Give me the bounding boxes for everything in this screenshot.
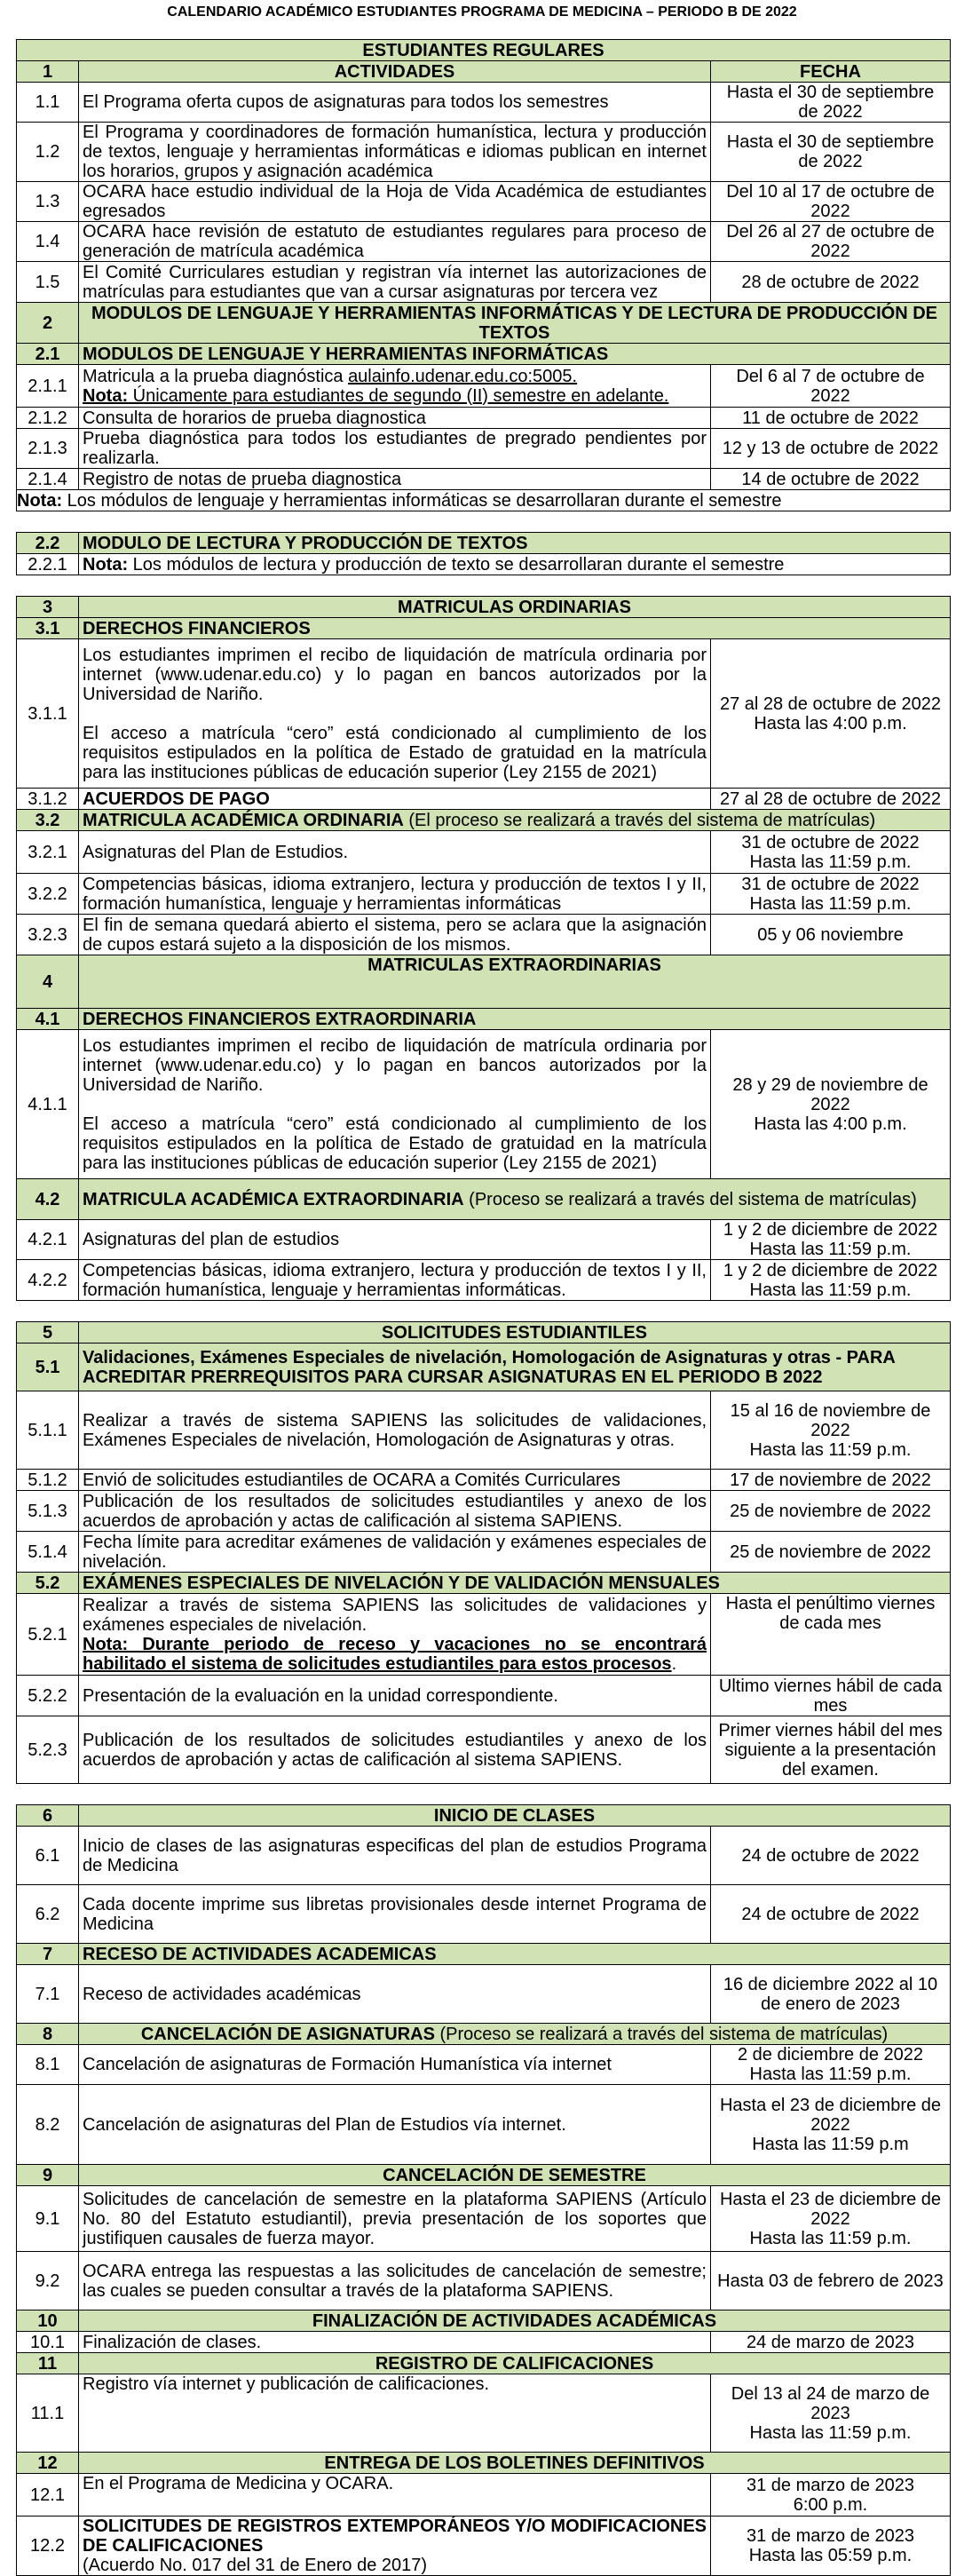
date-line: 28 y 29 de noviembre de 2022 (732, 1074, 928, 1114)
item-number: 12.1 (17, 2474, 79, 2517)
subsection-title (79, 1009, 951, 1030)
row-item (17, 1470, 951, 1491)
section-number: 3.2 (17, 810, 79, 831)
text-run: SOLICITUDES DE REGISTROS EXTEMPORÁNEOS Y/O MODIFICACIONES DE CALIFICACIONES (83, 2517, 707, 2556)
item-date (711, 874, 951, 915)
row-item (17, 639, 951, 789)
item-number: 2.1.1 (17, 365, 79, 408)
item-date: 05 y 06 noviembre (711, 915, 951, 955)
section-title (79, 597, 951, 618)
item-description: Presentación de la evaluación en la unidad correspondiente. (79, 1676, 711, 1716)
text-run: Los estudiantes imprimen el recibo de liquidación de matrícula ordinaria por internet (www.udenar.edu.co) y lo pagan en bancos autorizados por la Universidad de Nariño. (83, 645, 707, 704)
date-line: 2 de diciembre de 2022 (737, 2045, 924, 2065)
row-item (17, 1885, 951, 1944)
date-line: Hasta las 11:59 p.m. (749, 1439, 912, 1460)
date-line: 31 de marzo de 2023 (746, 2526, 915, 2546)
row-item (17, 1030, 951, 1179)
row-item (17, 2252, 951, 2310)
section-number: 8 (17, 2024, 79, 2045)
date-line: 31 de marzo de 2023 (746, 2475, 915, 2495)
item-number: 9.2 (17, 2252, 79, 2310)
row-item (17, 2186, 951, 2252)
row-item (17, 1491, 951, 1532)
title-text: MODULOS DE LENGUAJE Y HERRAMIENTAS INFORMÁTICAS Y DE LECTURA DE PRODUCCIÓN DE TEXTOS (91, 303, 938, 343)
row-blank (17, 575, 951, 597)
row-sub (17, 1343, 951, 1391)
item-date (711, 1030, 951, 1179)
section-number: 6 (17, 1805, 79, 1827)
item-description: El Programa oferta cupos de asignaturas para todos los semestres (79, 83, 711, 123)
item-date (711, 2474, 951, 2517)
item-date: 12 y 13 de octubre de 2022 (711, 429, 951, 469)
row-item (17, 2085, 951, 2165)
item-number: 2.1.4 (17, 469, 79, 490)
title-text: CANCELACIÓN DE ASIGNATURAS (140, 2024, 435, 2044)
date-line: Hasta las 4:00 p.m. (754, 1114, 907, 1134)
section-title (79, 2165, 951, 2186)
date-line: Hasta las 11:59 p.m (752, 2134, 909, 2154)
date-line: 31 de octubre de 2022 (741, 874, 920, 894)
row-item (17, 915, 951, 955)
column-header-activities: ACTIVIDADES (79, 61, 711, 83)
title-text: RECESO DE ACTIVIDADES ACADEMICAS (83, 1944, 437, 1964)
spacer-cell (17, 1784, 951, 1805)
item-number: 3.2.1 (17, 831, 79, 874)
item-date: Del 6 al 7 de octubre de 2022 (711, 365, 951, 408)
row-sub (17, 1573, 951, 1594)
item-date: 25 de noviembre de 2022 (711, 1491, 951, 1532)
row-item (17, 1391, 951, 1470)
subsection-title (79, 344, 951, 365)
item-number: 8.1 (17, 2045, 79, 2085)
text-run: Nota: (83, 554, 129, 575)
section-number: 3.1 (17, 618, 79, 639)
title-text: MODULO DE LECTURA Y PRODUCCIÓN DE TEXTOS (83, 533, 528, 553)
section-number: 11 (17, 2353, 79, 2374)
text-run: Los módulos de lenguaje y herramientas informáticas se desarrollaran durante el semestre (62, 490, 782, 511)
text-run: Nota: Durante periodo de receso y vacaciones no se encontrará habilitado el sistema de solicitudes estudiantiles para estos procesos (83, 1634, 707, 1674)
title-suffix: (Proceso se realizará a través del sistema de matrículas) (463, 1189, 917, 1209)
item-date: Hasta 03 de febrero de 2023 (711, 2252, 951, 2310)
subsection-title (79, 1573, 951, 1594)
row-blank (17, 1784, 951, 1805)
item-description: El Programa y coordinadores de formación humanística, lectura y producción de textos, lenguaje y herramientas informáticas e idiomas publican en internet los horarios, grupos y asignación académica (79, 123, 711, 182)
date-line: 1 y 2 de diciembre de 2022 (723, 1260, 938, 1280)
row-sub (17, 810, 951, 831)
date-line: Hasta el 23 de diciembre de 2022 (719, 2189, 942, 2229)
row-blank (17, 1301, 951, 1322)
title-text: MATRICULA ACADÉMICA EXTRAORDINARIA (83, 1189, 464, 1209)
row-item (17, 789, 951, 810)
title-text: Validaciones, Exámenes Especiales de nivelación, Homologación de Asignaturas y otras - PARA ACREDITAR PRERREQUISITOS PARA CURSAR ASIGNATURAS EN EL PERIODO B 2022 (83, 1347, 896, 1387)
section-number: 2 (17, 303, 79, 344)
row-item (17, 2517, 951, 2576)
row-item (17, 262, 951, 303)
section-number: 3 (17, 597, 79, 618)
calendar-body (17, 40, 951, 2576)
title-text: DERECHOS FINANCIEROS EXTRAORDINARIA (83, 1009, 477, 1029)
row-sub (17, 344, 951, 365)
row-section (17, 955, 951, 1009)
row-item (17, 2045, 951, 2085)
row-item (17, 123, 951, 182)
row-item (17, 1716, 951, 1784)
title-text: MATRICULAS EXTRAORDINARIAS (367, 955, 661, 975)
date-line: Hasta las 11:59 p.m. (749, 852, 912, 872)
item-date: 14 de octubre de 2022 (711, 469, 951, 490)
title-suffix: (El proceso se realizará a través del sistema de matrículas) (403, 810, 876, 830)
row-item (17, 182, 951, 222)
section-number: 4.1 (17, 1009, 79, 1030)
item-description: Publicación de los resultados de solicitudes estudiantiles y anexo de los acuerdos de aprobación y actas de calificación al sistema SAPIENS. (79, 1716, 711, 1784)
item-description: Competencias básicas, idioma extranjero, lectura y producción de textos I y II, formación humanística, lenguaje y herramientas informáticas (79, 874, 711, 915)
section-title (79, 2310, 951, 2332)
document-title: CALENDARIO ACADÉMICO ESTUDIANTES PROGRAMA DE MEDICINA – PERIODO B DE 2022 (167, 4, 797, 20)
item-number: 1.1 (17, 83, 79, 123)
section-number: 2.2 (17, 533, 79, 554)
section-title (79, 2453, 951, 2474)
title-text: INICIO DE CLASES (433, 1805, 596, 1826)
item-number: 4.2.1 (17, 1220, 79, 1260)
section-title (79, 1805, 951, 1827)
item-date (711, 639, 951, 789)
row-section (17, 2165, 951, 2186)
item-description: Cada docente imprime sus libretas provisionales desde internet Programa de Medicina (79, 1885, 711, 1944)
item-description: OCARA hace estudio individual de la Hoja de Vida Académica de estudiantes egresados (79, 182, 711, 222)
item-description (79, 1030, 711, 1179)
title-text: MATRICULA ACADÉMICA ORDINARIA (83, 810, 404, 830)
item-description (79, 639, 711, 789)
item-date (711, 1220, 951, 1260)
row-section (17, 1805, 951, 1827)
item-date (711, 2085, 951, 2165)
date-line: Hasta las 05:59 p.m. (748, 2546, 913, 2565)
date-line: Hasta las 11:59 p.m. (749, 2228, 912, 2248)
section-number: 7 (17, 1944, 79, 1965)
date-line: Hasta las 11:59 p.m. (749, 2422, 912, 2443)
item-number: 6.2 (17, 1885, 79, 1944)
row-sub (17, 618, 951, 639)
item-description: Publicación de los resultados de solicitudes estudiantiles y anexo de los acuerdos de aprobación y actas de calificación al sistema SAPIENS. (79, 1491, 711, 1532)
item-number: 1.4 (17, 222, 79, 262)
item-description: Finalización de clases. (79, 2332, 711, 2353)
item-date (711, 1260, 951, 1301)
item-description: Consulta de horarios de prueba diagnostica (79, 408, 711, 429)
item-number: 7.1 (17, 1965, 79, 2024)
item-description: Realizar a través de sistema SAPIENS las solicitudes de validaciones, Exámenes Especiales de nivelación, Homologación de Asignaturas y otras. (79, 1391, 711, 1470)
section-number: 4 (17, 955, 79, 1009)
text-run: Nota: (83, 385, 129, 406)
item-number: 5.1.4 (17, 1532, 79, 1573)
text-run: ACUERDOS DE PAGO (83, 789, 270, 809)
item-description: OCARA entrega las respuestas a las solicitudes de cancelación de semestre; las cuales se pueden consultar a través de la plataforma SAPIENS. (79, 2252, 711, 2310)
row-item (17, 2474, 951, 2517)
date-line: Hasta las 11:59 p.m. (749, 1280, 912, 1300)
row-sub (17, 1944, 951, 1965)
item-number: 5.2.3 (17, 1716, 79, 1784)
item-number: 3.2.3 (17, 915, 79, 955)
row-section (17, 2024, 951, 2045)
item-number: 2.2.1 (17, 554, 79, 575)
title-text: MATRICULAS ORDINARIAS (398, 597, 631, 617)
item-description: El fin de semana quedará abierto el sistema, pero se aclara que la asignación de cupos estará sujeto a la disposición de los mismos. (79, 915, 711, 955)
item-description: Prueba diagnóstica para todos los estudiantes de pregrado pendientes por realizarla. (79, 429, 711, 469)
row-section (17, 597, 951, 618)
row-item (17, 1827, 951, 1885)
item-description: Registro de notas de prueba diagnostica (79, 469, 711, 490)
item-number: 6.1 (17, 1827, 79, 1885)
subsection-title (79, 533, 951, 554)
title-text: EXÁMENES ESPECIALES DE NIVELACIÓN Y DE VALIDACIÓN MENSUALES (83, 1573, 720, 1593)
date-line: 15 al 16 de noviembre de 2022 (730, 1400, 931, 1440)
item-date: Hasta el 30 de septiembre de 2022 (711, 83, 951, 123)
item-number: 2.1.3 (17, 429, 79, 469)
item-date: Primer viernes hábil del mes siguiente a la presentación del examen. (711, 1716, 951, 1784)
note-cell (79, 554, 951, 575)
title-text: REGISTRO DE CALIFICACIONES (375, 2353, 654, 2374)
section-number: 10 (17, 2310, 79, 2332)
spacer-cell (17, 575, 951, 597)
item-date: Hasta el 30 de septiembre de 2022 (711, 123, 951, 182)
item-number: 5.2.2 (17, 1676, 79, 1716)
row-item (17, 2374, 951, 2453)
item-date (711, 2186, 951, 2252)
title-text: CANCELACIÓN DE SEMESTRE (383, 2165, 646, 2185)
item-number: 4.2.2 (17, 1260, 79, 1301)
item-description: El Comité Curriculares estudian y registran vía internet las autorizaciones de matrículas para estudiantes que van a cursar asignaturas por tercera vez (79, 262, 711, 303)
row-note (17, 490, 951, 511)
date-line: Del 13 al 24 de marzo de 2023 (731, 2383, 930, 2423)
title-text: SOLICITUDES ESTUDIANTILES (382, 1322, 647, 1343)
row-section (17, 303, 951, 344)
item-date (711, 1391, 951, 1470)
subsection-title (79, 810, 951, 831)
text-run: El acceso a matrícula “cero” está condicionado al cumplimiento de los requisitos estipulados en la política de Estado de gratuidad en la matrícula para las instituciones públicas de educación superior (Ley 2155 de 2021) (83, 723, 707, 782)
section-title (79, 2024, 951, 2045)
item-number: 5.1.3 (17, 1491, 79, 1532)
section-number: 5 (17, 1322, 79, 1343)
academic-calendar-table (16, 39, 951, 2576)
row-section (17, 1322, 951, 1343)
row-sub (17, 533, 951, 554)
row-item (17, 1676, 951, 1716)
item-number: 3.1.2 (17, 789, 79, 810)
item-description (79, 365, 711, 408)
date-line: Hasta las 4:00 p.m. (754, 713, 907, 733)
item-date: 24 de marzo de 2023 (711, 2332, 951, 2353)
spacer-cell (17, 511, 951, 533)
text-run: . (671, 1653, 677, 1674)
date-line: 31 de octubre de 2022 (741, 832, 920, 852)
text-run: Realizar a través de sistema SAPIENS las solicitudes de validaciones y exámenes especiales de nivelación. (83, 1595, 707, 1635)
item-number: 10.1 (17, 2332, 79, 2353)
spacer-cell (17, 1301, 951, 1322)
item-description: Competencias básicas, idioma extranjero, lectura y producción de textos I y II, formación humanística, lenguaje y herramientas informáticas. (79, 1260, 711, 1301)
section-number: 4.2 (17, 1179, 79, 1220)
row-item (17, 2332, 951, 2353)
text-run: Únicamente para estudiantes de segundo (II) semestre en adelante. (128, 385, 669, 406)
item-date: 27 al 28 de octubre de 2022 (711, 789, 951, 810)
row-section (17, 2353, 951, 2374)
section-banner: ESTUDIANTES REGULARES (17, 40, 951, 61)
date-line: Hasta las 11:59 p.m. (749, 1240, 912, 1259)
row-sub (17, 1179, 951, 1220)
section-number: 2.1 (17, 344, 79, 365)
text-run: aulainfo.udenar.edu.co:5005. (348, 366, 578, 386)
section-number: 5.2 (17, 1573, 79, 1594)
row-item (17, 408, 951, 429)
date-line: 1 y 2 de diciembre de 2022 (723, 1220, 938, 1240)
date-line: 6:00 p.m. (793, 2494, 868, 2515)
item-number: 1.3 (17, 182, 79, 222)
item-description: OCARA hace revisión de estatuto de estudiantes regulares para proceso de generación de matrícula académica (79, 222, 711, 262)
item-date: Del 26 al 27 de octubre de 2022 (711, 222, 951, 262)
row-item (17, 1594, 951, 1676)
item-description (79, 2517, 711, 2576)
item-date (711, 2045, 951, 2085)
row-item (17, 429, 951, 469)
row-item (17, 874, 951, 915)
date-line: 27 al 28 de octubre de 2022 (719, 694, 942, 714)
subsection-title (79, 1944, 951, 1965)
row-item (17, 831, 951, 874)
item-number: 5.2.1 (17, 1594, 79, 1676)
row-section (17, 2310, 951, 2332)
item-description: Cancelación de asignaturas de Formación Humanística vía internet (79, 2045, 711, 2085)
column-header-date: FECHA (711, 61, 951, 83)
row-item (17, 1260, 951, 1301)
item-date: 16 de diciembre 2022 al 10 de enero de 2023 (711, 1965, 951, 2024)
text-run: Nota: (17, 490, 63, 511)
date-line: Hasta el 23 de diciembre de 2022 (719, 2095, 942, 2135)
item-description (79, 789, 711, 810)
item-number: 1.5 (17, 262, 79, 303)
row-item (17, 1532, 951, 1573)
item-description: Inicio de clases de las asignaturas especificas del plan de estudios Programa de Medicina (79, 1827, 711, 1885)
item-date: 28 de octubre de 2022 (711, 262, 951, 303)
row-item (17, 1965, 951, 2024)
date-line: Hasta las 11:59 p.m. (749, 2065, 912, 2084)
item-date: 11 de octubre de 2022 (711, 408, 951, 429)
item-date (711, 2374, 951, 2453)
row-notecell (17, 554, 951, 575)
text-run: El acceso a matrícula “cero” está condicionado al cumplimiento de los requisitos estipulados en la política de Estado de gratuidad en la matrícula para las instituciones públicas de educación superior (Ley 2155 de 2021) (83, 1114, 707, 1173)
row-item (17, 83, 951, 123)
row-colhdr (17, 61, 951, 83)
item-number: 1.2 (17, 123, 79, 182)
row-item (17, 469, 951, 490)
item-number: 2.1.2 (17, 408, 79, 429)
row-item (17, 365, 951, 408)
item-date: 24 de octubre de 2022 (711, 1827, 951, 1885)
item-description: En el Programa de Medicina y OCARA. (79, 2474, 711, 2517)
row-section (17, 2453, 951, 2474)
row-sub (17, 1009, 951, 1030)
note-row (17, 490, 951, 511)
item-number: 4.1.1 (17, 1030, 79, 1179)
item-description: Envió de solicitudes estudiantiles de OCARA a Comités Curriculares (79, 1470, 711, 1491)
item-description: Cancelación de asignaturas del Plan de Estudios vía internet. (79, 2085, 711, 2165)
item-number: 11.1 (17, 2374, 79, 2453)
item-number: 5.1.2 (17, 1470, 79, 1491)
section-title (79, 1322, 951, 1343)
section-number: 12 (17, 2453, 79, 2474)
date-line: Hasta las 11:59 p.m. (749, 893, 912, 914)
item-description: Receso de actividades académicas (79, 1965, 711, 2024)
title-text: ENTREGA DE LOS BOLETINES DEFINITIVOS (324, 2453, 705, 2473)
title-text: DERECHOS FINANCIEROS (83, 618, 311, 638)
text-run: Matricula a la prueba diagnóstica (83, 366, 349, 386)
item-number: 8.2 (17, 2085, 79, 2165)
title-text: FINALIZACIÓN DE ACTIVIDADES ACADÉMICAS (312, 2310, 717, 2331)
row-banner (17, 40, 951, 61)
section-title (79, 955, 951, 1009)
title-text: MODULOS DE LENGUAJE Y HERRAMIENTAS INFORMÁTICAS (83, 344, 609, 364)
section-title (79, 2353, 951, 2374)
text-run: Los módulos de lectura y producción de texto se desarrollaran durante el semestre (128, 554, 785, 575)
row-item (17, 222, 951, 262)
item-description: Registro vía internet y publicación de calificaciones. (79, 2374, 711, 2453)
subsection-title (79, 1343, 951, 1391)
item-description: Asignaturas del Plan de Estudios. (79, 831, 711, 874)
item-date: 24 de octubre de 2022 (711, 1885, 951, 1944)
subsection-title (79, 618, 951, 639)
item-number: 5.1.1 (17, 1391, 79, 1470)
item-date (711, 831, 951, 874)
item-date: Ultimo viernes hábil de cada mes (711, 1676, 951, 1716)
row-blank (17, 511, 951, 533)
item-date: 25 de noviembre de 2022 (711, 1532, 951, 1573)
section-title (79, 303, 951, 344)
item-date: 17 de noviembre de 2022 (711, 1470, 951, 1491)
item-description (79, 1594, 711, 1676)
item-number: 9.1 (17, 2186, 79, 2252)
row-item (17, 1220, 951, 1260)
item-date: Hasta el penúltimo viernes de cada mes (711, 1594, 951, 1676)
text-run: Los estudiantes imprimen el recibo de liquidación de matrícula ordinaria por internet (www.udenar.edu.co) y lo pagan en bancos autorizados por la Universidad de Nariño. (83, 1035, 707, 1095)
item-description: Solicitudes de cancelación de semestre en la plataforma SAPIENS (Artículo No. 80 del Estatuto estudiantil), previa presentación de los soportes que justifiquen causales de fuerza mayor. (79, 2186, 711, 2252)
section-number: 9 (17, 2165, 79, 2186)
section-number: 1 (17, 61, 79, 83)
item-description: Asignaturas del plan de estudios (79, 1220, 711, 1260)
text-run: (Acuerdo No. 017 del 31 de Enero de 2017) (83, 2556, 428, 2575)
item-number: 12.2 (17, 2517, 79, 2576)
item-date: Del 10 al 17 de octubre de 2022 (711, 182, 951, 222)
item-number: 3.1.1 (17, 639, 79, 789)
item-description: Fecha límite para acreditar exámenes de validación y exámenes especiales de nivelación. (79, 1532, 711, 1573)
item-number: 3.2.2 (17, 874, 79, 915)
item-date (711, 2517, 951, 2576)
section-number: 5.1 (17, 1343, 79, 1391)
title-suffix: (Proceso se realizará a través del sistema de matrículas) (434, 2024, 889, 2044)
subsection-title (79, 1179, 951, 1220)
